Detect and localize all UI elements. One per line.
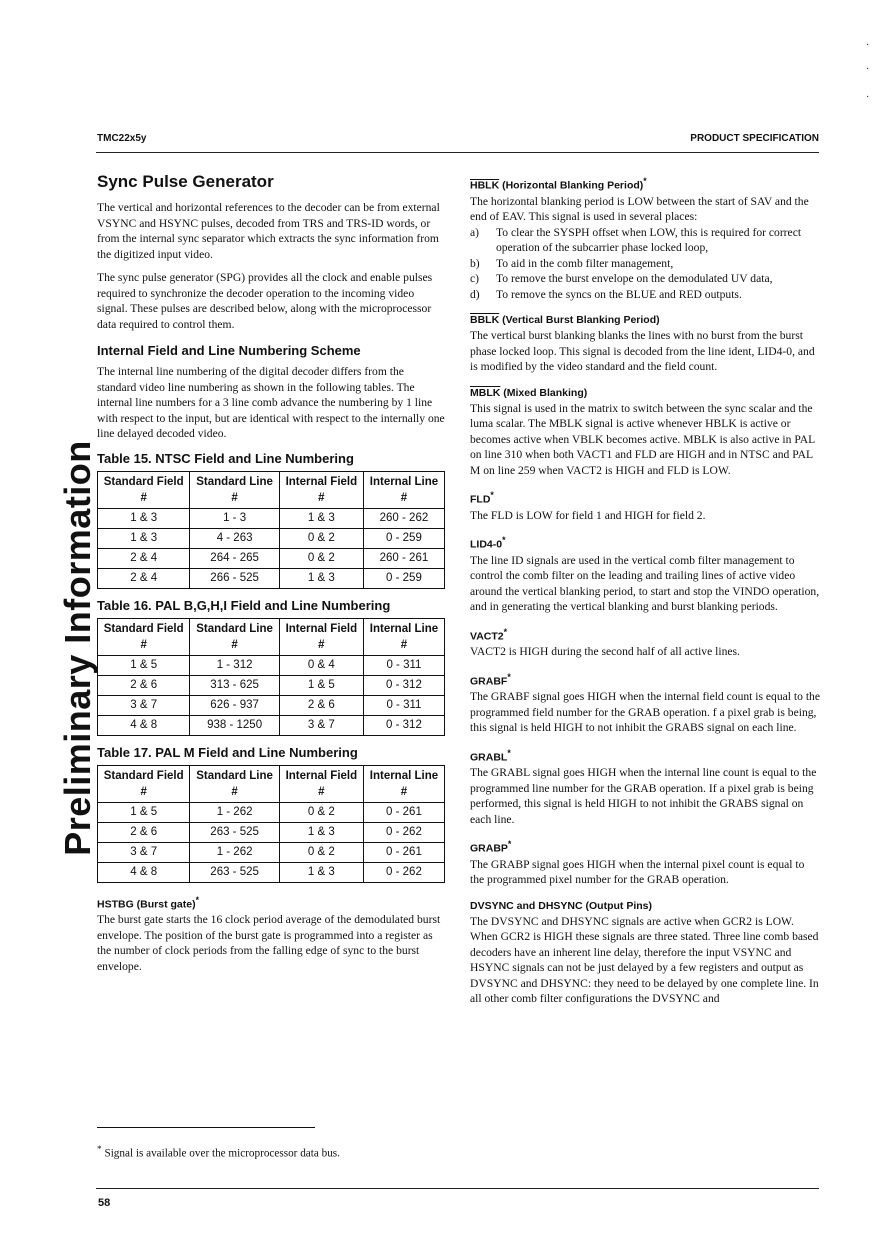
list-item: b) To aid in the comb filter management, bbox=[470, 256, 674, 270]
signal-title: HSTBG (Burst gate)* bbox=[97, 894, 199, 910]
table-cell: 4 & 8 bbox=[98, 715, 190, 735]
column-header: Standard Line # bbox=[190, 618, 279, 655]
paragraph: The vertical burst blanking blanks the lines with no burst from the burst phase locked loop. This signal is decoded from the line ident, LID4-0, and is modified by the video standard and the field count. bbox=[470, 329, 815, 373]
paragraph: The GRABP signal goes HIGH when the internal pixel count is equal to the programmed pixel number for the GRAB operation. bbox=[470, 857, 805, 886]
table-row bbox=[98, 822, 445, 842]
table-cell: 1 - 312 bbox=[190, 655, 279, 675]
table-cell: 626 - 937 bbox=[190, 695, 279, 715]
signal-title: MBLK (Mixed Blanking) bbox=[470, 386, 588, 399]
table-cell: 0 - 259 bbox=[363, 528, 444, 548]
table-cell: 1 - 262 bbox=[190, 802, 279, 822]
right-column bbox=[470, 168, 820, 1015]
table-title: Table 17. PAL M Field and Line Numbering bbox=[97, 744, 358, 760]
table-cell: 2 & 4 bbox=[98, 548, 190, 568]
table-row bbox=[98, 802, 445, 822]
column-header: Internal Field # bbox=[279, 471, 363, 508]
footnote: * Signal is available over the microprocessor data bus. bbox=[97, 1145, 340, 1160]
table-cell: 1 & 3 bbox=[279, 822, 363, 842]
paragraph: The vertical and horizontal references to the decoder can be from external VSYNC and HSYNC pulses, decoded from TRS and TRS-ID words, or from the internal sync separator which extracts the sync information from the digitized input video. bbox=[97, 201, 440, 261]
column-header: Standard Field # bbox=[98, 765, 190, 802]
column-header: Internal Field # bbox=[279, 618, 363, 655]
column-header: Standard Line # bbox=[190, 765, 279, 802]
table-cell: 0 - 261 bbox=[363, 802, 444, 822]
table-row bbox=[98, 568, 445, 588]
table-cell: 1 & 3 bbox=[98, 528, 190, 548]
signal-title: DVSYNC and DHSYNC (Output Pins) bbox=[470, 899, 653, 912]
table-cell: 263 - 525 bbox=[190, 822, 279, 842]
table-cell: 2 & 6 bbox=[279, 695, 363, 715]
paragraph: VACT2 is HIGH during the second half of all active lines. bbox=[470, 645, 740, 658]
table-cell: 2 & 6 bbox=[98, 675, 190, 695]
table-cell: 3 & 7 bbox=[279, 715, 363, 735]
table-cell: 2 & 6 bbox=[98, 822, 190, 842]
table-cell: 0 & 2 bbox=[279, 548, 363, 568]
table-row bbox=[98, 695, 445, 715]
table-row bbox=[98, 715, 445, 735]
list-item: d) To remove the syncs on the BLUE and RED outputs. bbox=[470, 287, 742, 301]
table-row bbox=[98, 842, 445, 862]
column-header: Standard Field # bbox=[98, 618, 190, 655]
table-cell: 0 & 2 bbox=[279, 842, 363, 862]
paragraph: The line ID signals are used in the vertical comb filter management to control the comb filter on the leading and trailing lines of active video around the vertical blanking period, to start and stop the VINDO operation, and in generating the vertical blanking and burst blanking periods. bbox=[470, 553, 820, 613]
table-cell: 260 - 262 bbox=[363, 508, 444, 528]
signal-title: FLD* bbox=[470, 490, 494, 506]
table-cell: 0 - 311 bbox=[363, 695, 444, 715]
table-cell: 0 & 2 bbox=[279, 802, 363, 822]
table-cell: 1 & 5 bbox=[98, 655, 190, 675]
column-header: Standard Line # bbox=[190, 471, 279, 508]
margin-mark: · bbox=[866, 40, 870, 51]
table-cell: 1 & 5 bbox=[98, 802, 190, 822]
table-cell: 1 & 5 bbox=[279, 675, 363, 695]
table-cell: 2 & 4 bbox=[98, 568, 190, 588]
column-header: Standard Field # bbox=[98, 471, 190, 508]
table-cell: 260 - 261 bbox=[363, 548, 444, 568]
table-cell: 313 - 625 bbox=[190, 675, 279, 695]
table-cell: 0 - 311 bbox=[363, 655, 444, 675]
table-cell: 4 & 8 bbox=[98, 862, 190, 882]
table-cell: 0 - 259 bbox=[363, 568, 444, 588]
table-cell: 1 - 262 bbox=[190, 842, 279, 862]
table-row bbox=[98, 675, 445, 695]
column-header: Internal Line # bbox=[363, 765, 444, 802]
table-cell: 1 & 3 bbox=[279, 862, 363, 882]
footnote-rule bbox=[97, 1127, 315, 1128]
signal-title: BBLK (Vertical Burst Blanking Period) bbox=[470, 314, 660, 326]
signal-title: VACT2* bbox=[470, 626, 508, 642]
paragraph: The burst gate starts the 16 clock period average of the demodulated burst envelope. The position of the burst gate is programmed into a register as the number of clock periods from the falling edge of sync to the burst envelope. bbox=[97, 913, 441, 973]
table-cell: 264 - 265 bbox=[190, 548, 279, 568]
table-cell: 0 - 262 bbox=[363, 822, 444, 842]
table-cell: 0 - 262 bbox=[363, 862, 444, 882]
table-cell: 1 & 3 bbox=[279, 568, 363, 588]
ntsc-table bbox=[97, 471, 445, 589]
table-cell: 4 - 263 bbox=[190, 528, 279, 548]
list-item: c) To remove the burst envelope on the demodulated UV data, bbox=[470, 272, 773, 285]
list-item: a) To clear the SYSPH offset when LOW, this is required for correct operation of the subcarrier phase locked loop, bbox=[470, 225, 802, 254]
column-header: Internal Line # bbox=[363, 471, 444, 508]
paragraph: This signal is used in the matrix to switch between the sync scalar and the luma scalar. The MBLK signal is active whenever HBLK is active or becomes active when VBLK becomes active. MBLK is also active in PAL on line 310 when both VACT1 and FLD are HIGH and in NTSC and PAL M on line 259 when VACT2 is HIGH and FLD is LOW. bbox=[470, 401, 815, 477]
table-cell: 3 & 7 bbox=[98, 695, 190, 715]
table-title: Table 16. PAL B,G,H,I Field and Line Numbering bbox=[97, 597, 391, 613]
pal-bghi-table bbox=[97, 618, 445, 736]
pal-m-table bbox=[97, 765, 445, 883]
table-cell: 0 - 261 bbox=[363, 842, 444, 862]
table-cell: 938 - 1250 bbox=[190, 715, 279, 735]
table-row bbox=[98, 655, 445, 675]
paragraph: The internal line numbering of the digital decoder differs from the standard video line numbering as shown in the following tables. The internal line numbers for a 3 line comb advance the numbering by 1 line with respect to the input, but are identical with respect to the internally one line delayed decoded video. bbox=[97, 365, 445, 440]
table-row bbox=[98, 528, 445, 548]
header-right: PRODUCT SPECIFICATION bbox=[690, 133, 819, 144]
margin-mark: · bbox=[866, 64, 870, 75]
table-cell: 0 & 2 bbox=[279, 528, 363, 548]
table-cell: 0 & 4 bbox=[279, 655, 363, 675]
paragraph: The GRABF signal goes HIGH when the internal field count is equal to the programmed field number for the GRAB operation. f a pixel grab is being, this signal is held HIGH to not inhibit the GRABS signal on each line. bbox=[470, 690, 820, 734]
table-title: Table 15. NTSC Field and Line Numbering bbox=[97, 450, 354, 466]
column-header: Internal Line # bbox=[363, 618, 444, 655]
table-cell: 1 - 3 bbox=[190, 508, 279, 528]
page-number: 58 bbox=[98, 1197, 111, 1209]
column-header: Internal Field # bbox=[279, 765, 363, 802]
header-rule bbox=[96, 152, 819, 153]
paragraph: The GRABL signal goes HIGH when the internal line count is equal to the programmed line number for the GRAB operation. If a pixel grab is being performed, this signal is held HIGH to not inhibit the GRABS signal on each line. bbox=[470, 766, 817, 826]
hblk-list bbox=[470, 225, 820, 303]
table-cell: 266 - 525 bbox=[190, 568, 279, 588]
signal-title: LID4-0* bbox=[470, 535, 506, 551]
section-title: Sync Pulse Generator bbox=[97, 172, 274, 191]
table-cell: 0 - 312 bbox=[363, 715, 444, 735]
paragraph: The FLD is LOW for field 1 and HIGH for field 2. bbox=[470, 508, 706, 522]
paragraph: The sync pulse generator (SPG) provides all the clock and enable pulses required to synchronize the decoder operation to the incoming video signal. These pulses are described below, along with the microprocessor data required to control them. bbox=[97, 271, 433, 331]
table-cell: 1 & 3 bbox=[98, 508, 190, 528]
paragraph: The DVSYNC and DHSYNC signals are active when GCR2 is LOW. When GCR2 is HIGH these signals are three stated. Three line comb based decoders have an inherent line delay, therefore the input VSYNC and HSYNC signals can not be just delayed by a few registers and output as DVSYNC and DHSYNC: they need to be delayed by one complete line. In all other comb filter configurations the DVSYNC and bbox=[470, 914, 819, 1005]
signal-title: HBLK (Horizontal Blanking Period)* bbox=[470, 176, 647, 192]
table-cell: 263 - 525 bbox=[190, 862, 279, 882]
table-cell: 0 - 312 bbox=[363, 675, 444, 695]
paragraph: The horizontal blanking period is LOW between the start of SAV and the end of EAV. This signal is used in several places: bbox=[470, 194, 809, 223]
signal-title: GRABP* bbox=[470, 839, 512, 855]
margin-mark: · bbox=[866, 92, 870, 103]
left-column bbox=[97, 168, 445, 982]
footer-rule bbox=[96, 1188, 819, 1189]
table-cell: 1 & 3 bbox=[279, 508, 363, 528]
table-row bbox=[98, 508, 445, 528]
header-left: TMC22x5y bbox=[97, 133, 147, 144]
table-cell: 3 & 7 bbox=[98, 842, 190, 862]
signal-title: GRABF* bbox=[470, 671, 511, 687]
signal-title: GRABL* bbox=[470, 747, 511, 763]
subsection-title: Internal Field and Line Numbering Scheme bbox=[97, 343, 361, 358]
table-row bbox=[98, 862, 445, 882]
table-row bbox=[98, 548, 445, 568]
